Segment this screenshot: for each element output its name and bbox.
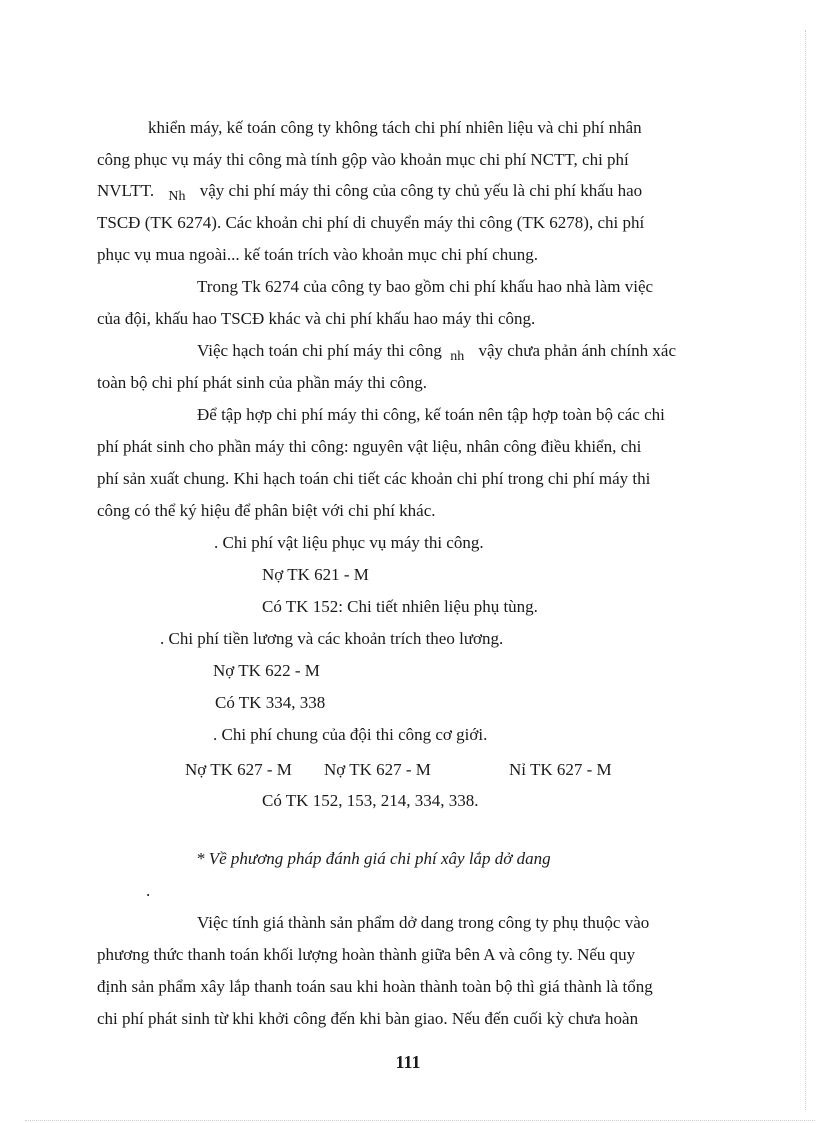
text-line: công có thể ký hiệu để phân biệt với chi phí khác. (97, 501, 436, 520)
text-line: của đội, khấu hao TSCĐ khác và chi phí khấu hao máy thi công. (97, 309, 536, 328)
text-line (97, 181, 642, 203)
text-line: . Chi phí chung của đội thi công cơ giới. (213, 725, 488, 744)
text-fragment: Nh (168, 189, 186, 204)
text-line: Nợ TK 621 - M (262, 565, 369, 584)
text-line: phí sản xuất chung. Khi hạch toán chi tiết các khoản chi phí trong chi phí máy thi (97, 469, 651, 488)
section-heading: * Về phương pháp đánh giá chi phí xây lắp dở dang (196, 849, 551, 868)
text-fragment: NVLTT. (97, 181, 155, 200)
page-border (25, 1120, 815, 1121)
text-line: Nợ TK 627 - M (185, 760, 292, 779)
text-line: . (146, 881, 151, 900)
text-line: Có TK 334, 338 (215, 693, 326, 712)
text-line: TSCĐ (TK 6274). Các khoản chi phí di chuyển máy thi công (TK 6278), chi phí (97, 213, 645, 232)
text-line: Nỉ TK 627 - M (509, 760, 612, 779)
text-line: . Chi phí tiền lương và các khoản trích theo lương. (160, 629, 504, 648)
text-line: phí phát sinh cho phần máy thi công: nguyên vật liệu, nhân công điều khiển, chi (97, 437, 642, 456)
text-line: Việc tính giá thành sản phẩm dở dang trong công ty phụ thuộc vào (197, 913, 650, 932)
text-line: định sản phẩm xây lắp thanh toán sau khi hoàn thành toàn bộ thì giá thành là tổng (97, 977, 653, 996)
text-line: Trong Tk 6274 của công ty bao gồm chi phí khấu hao nhà làm việc (197, 277, 654, 296)
text-line: khiển máy, kế toán công ty không tách chi phí nhiên liệu và chi phí nhân (148, 118, 642, 137)
text-line: công phục vụ máy thi công mà tính gộp vào khoản mục chi phí NCTT, chi phí (97, 150, 629, 169)
text-line: toàn bộ chi phí phát sinh của phần máy thi công. (97, 373, 428, 392)
text-fragment: Việc hạch toán chi phí máy thi công (197, 341, 442, 360)
text-line: Nợ TK 622 - M (213, 661, 320, 680)
text-line: phục vụ mua ngoài... kế toán trích vào khoản mục chi phí chung. (97, 245, 538, 264)
text-line: Có TK 152: Chi tiết nhiên liệu phụ tùng. (262, 597, 538, 616)
text-line: phương thức thanh toán khối lượng hoàn thành giữa bên A và công ty. Nếu quy (97, 945, 636, 964)
text-fragment: nh (450, 349, 465, 364)
text-line: Nợ TK 627 - M (324, 760, 431, 779)
page-border (805, 30, 806, 1110)
text-fragment: vậy chưa phản ánh chính xác (478, 341, 676, 360)
text-line: Để tập hợp chi phí máy thi công, kế toán nên tập hợp toàn bộ các chi (197, 405, 665, 424)
text-fragment: vậy chi phí máy thi công của công ty chủ yếu là chi phí khấu hao (199, 181, 643, 200)
text-line: chi phí phát sinh từ khi khởi công đến khi bàn giao. Nếu đến cuối kỳ chưa hoàn (97, 1009, 639, 1028)
page-number: 111 (395, 1052, 421, 1072)
text-line: Có TK 152, 153, 214, 334, 338. (262, 791, 479, 810)
text-line: . Chi phí vật liệu phục vụ máy thi công. (214, 533, 484, 552)
text-line (197, 341, 676, 363)
